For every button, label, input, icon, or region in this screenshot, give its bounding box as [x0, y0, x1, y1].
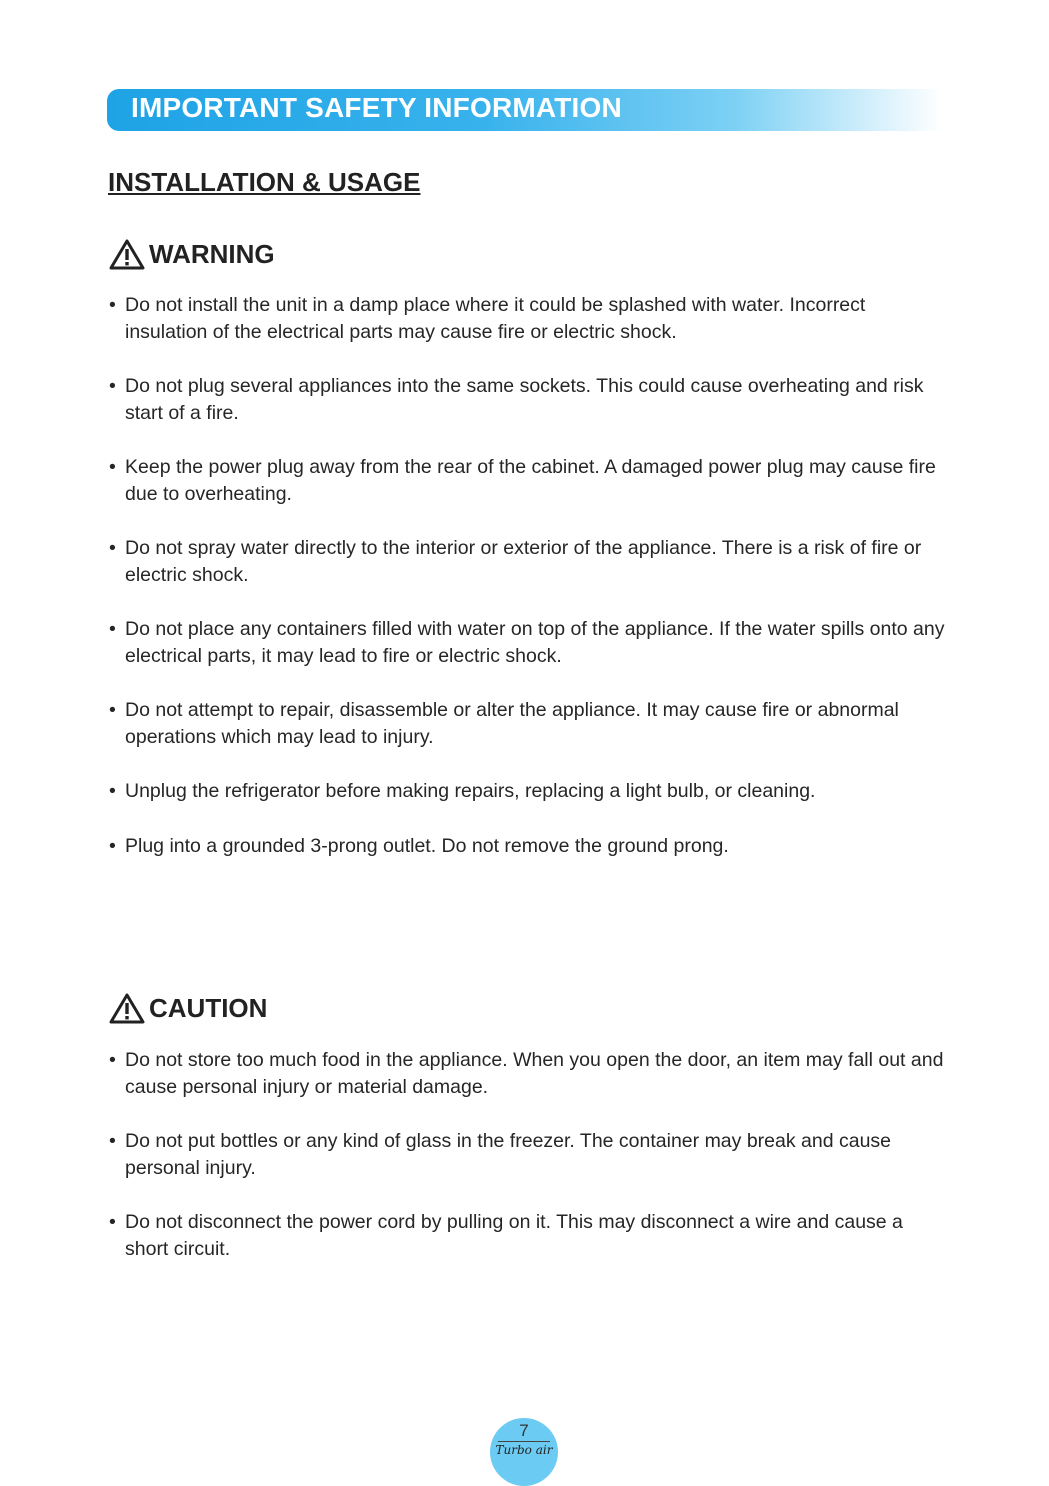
warning-heading — [109, 237, 275, 271]
page-number-badge — [490, 1418, 558, 1486]
list-item-text: Do not install the unit in a damp place where it could be splashed with water. Incorrect insulation of the electrical parts may cause fire or electric shock. — [125, 294, 866, 343]
bullet-icon: • — [109, 456, 116, 478]
section-title: INSTALLATION & USAGE — [108, 167, 421, 197]
bullet-icon: • — [109, 618, 116, 640]
list-item — [109, 1209, 949, 1262]
list-item-text: Do not attempt to repair, disassemble or alter the appliance. It may cause fire or abnormal operations which may lead to injury. — [125, 699, 899, 748]
bullet-icon: • — [109, 1049, 116, 1071]
section-banner — [107, 89, 942, 131]
list-item — [109, 373, 949, 426]
bullet-icon: • — [109, 1211, 116, 1233]
list-item — [109, 535, 949, 588]
bullet-icon: • — [109, 537, 116, 559]
bullet-icon: • — [109, 780, 116, 802]
page-number: 7 — [519, 1421, 529, 1440]
warning-list — [109, 292, 949, 887]
list-item — [109, 616, 949, 669]
bullet-icon: • — [109, 375, 116, 397]
list-item-text: Do not put bottles or any kind of glass in the freezer. The container may break and cause personal injury. — [125, 1130, 892, 1179]
caution-title: CAUTION — [149, 992, 268, 1023]
list-item-text: Do not store too much food in the appliance. When you open the door, an item may fall out and cause personal injury or material damage. — [125, 1049, 944, 1098]
list-item — [109, 833, 949, 860]
list-item — [109, 1047, 949, 1100]
list-item-text: Do not disconnect the power cord by pulling on it. This may disconnect a wire and cause a short circuit. — [125, 1211, 903, 1260]
bullet-icon: • — [109, 699, 116, 721]
bullet-icon: • — [109, 834, 116, 857]
list-item-text: Do not spray water directly to the interior or exterior of the appliance. There is a risk of fire or electric shock. — [125, 537, 922, 586]
list-item-text: Plug into a grounded 3-prong outlet. Do not remove the ground prong. — [125, 834, 729, 857]
list-item-text: Keep the power plug away from the rear of the cabinet. A damaged power plug may cause fire due to overheating. — [125, 456, 936, 505]
bullet-icon: • — [109, 294, 116, 316]
caution-list — [109, 1047, 949, 1290]
list-item-text: Do not plug several appliances into the same sockets. This could cause overheating and risk start of a fire. — [125, 375, 924, 424]
caution-heading — [109, 991, 267, 1025]
list-item — [109, 1128, 949, 1181]
warning-title: WARNING — [149, 238, 275, 269]
banner-title: IMPORTANT SAFETY INFORMATION — [131, 92, 622, 123]
bullet-icon: • — [109, 1130, 116, 1152]
page-divider — [498, 1441, 550, 1442]
list-item — [109, 697, 949, 750]
list-item — [109, 292, 949, 345]
list-item — [109, 454, 949, 507]
list-item-text: Do not place any containers filled with water on top of the appliance. If the water spills onto any electrical parts, it may lead to fire or electric shock. — [125, 618, 945, 667]
warning-triangle-icon — [109, 993, 145, 1024]
brand-name: Turbo air — [495, 1443, 553, 1457]
list-item-text: Unplug the refrigerator before making repairs, replacing a light bulb, or cleaning. — [125, 780, 816, 802]
list-item — [109, 778, 949, 805]
warning-triangle-icon — [109, 239, 145, 270]
